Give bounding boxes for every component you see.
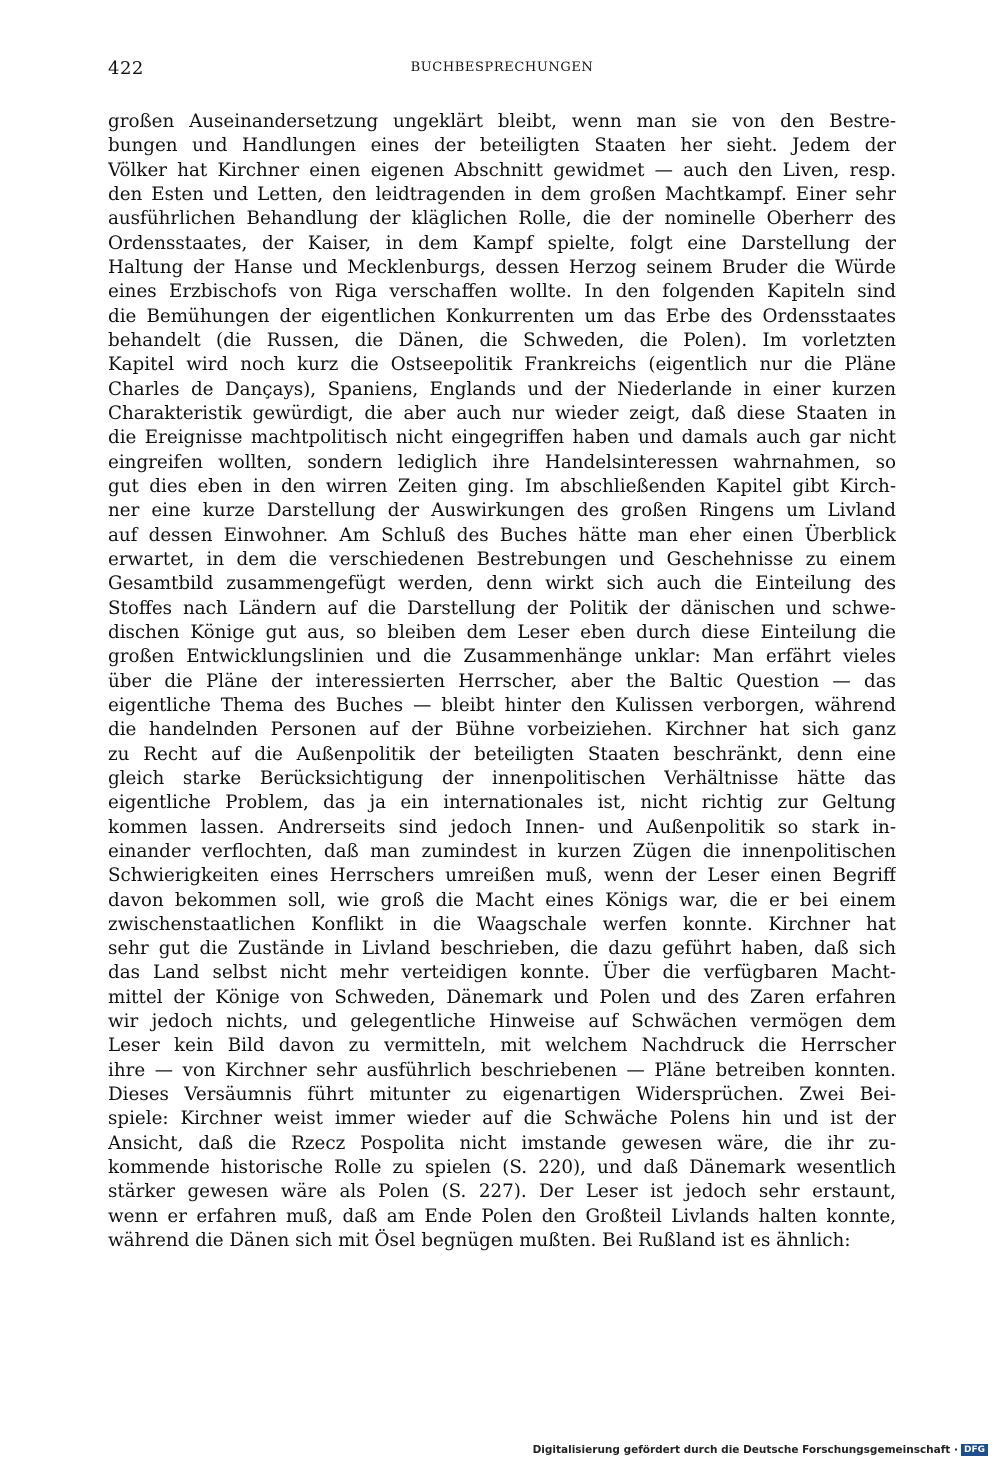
text-line: stärker gewesen wäre als Polen (S. 227). Der Leser ist jedoch sehr erstaunt,: [108, 1181, 896, 1203]
text-line: eigentliche Thema des Buches — bleibt hinter den Kulissen verborgen, während: [108, 694, 896, 716]
text-line: die Bemühungen der eigentlichen Konkurrenten um das Erbe des Ordensstaates: [108, 305, 896, 327]
text-line: behandelt (die Russen, die Dänen, die Schweden, die Polen). Im vorletzten: [108, 329, 896, 351]
text-line: über die Pläne der interessierten Herrscher, aber the Baltic Question — das: [108, 670, 896, 692]
text-line: eigentliche Problem, das ja ein internationales ist, nicht richtig zur Geltung: [108, 792, 896, 814]
footer-credit: Digitalisierung gefördert durch die Deutsche Forschungsgemeinschaft ·: [532, 1444, 958, 1456]
text-line: eingreifen wollten, sondern lediglich ihre Handelsinteressen wahrnahmen, so: [108, 451, 896, 473]
text-line: wir jedoch nichts, und gelegentliche Hinweise auf Schwächen vermögen dem: [108, 1011, 896, 1033]
text-line: eines Erzbischofs von Riga verschaffen wollte. In den folgenden Kapiteln sind: [108, 281, 896, 303]
text-line: Kapitel wird noch kurz die Ostseepolitik Frankreichs (eigentlich nur die Pläne: [108, 354, 896, 376]
running-head: BUCHBESPRECHUNGEN: [410, 60, 594, 75]
text-line: großen Auseinandersetzung ungeklärt bleibt, wenn man sie von den Bestre-: [108, 111, 896, 132]
text-line: Völker hat Kirchner einen eigenen Abschnitt gewidmet — auch den Liven, resp.: [108, 159, 896, 181]
text-line: davon bekommen soll, wie groß die Macht eines Königs war, die er bei einem: [108, 889, 896, 911]
text-line: gleich starke Berücksichtigung der innenpolitischen Verhältnisse hätte das: [108, 767, 896, 789]
page-header: [108, 58, 896, 84]
text-line: Ansicht, daß die Rzecz Pospolita nicht imstande gewesen wäre, die ihr zu-: [108, 1132, 896, 1154]
text-line: kommende historische Rolle zu spielen (S. 220), und daß Dänemark wesentlich: [108, 1157, 896, 1179]
text-line: sehr gut die Zustände in Livland beschrieben, die dazu geführt haben, daß sich: [108, 938, 896, 960]
text-line: Gesamtbild zusammengefügt werden, denn wirkt sich auch die Einteilung des: [108, 573, 896, 595]
text-line: Dieses Versäumnis führt mitunter zu eigenartigen Widersprüchen. Zwei Bei-: [108, 1084, 896, 1106]
text-line: Stoffes nach Ländern auf die Darstellung der Politik der dänischen und schwe-: [108, 597, 896, 619]
footer: [533, 1444, 988, 1456]
text-line: erwartet, in dem die verschiedenen Bestrebungen und Geschehnisse zu einem: [108, 548, 896, 570]
text-line: zwischenstaatlichen Konflikt in die Waagschale werfen konnte. Kirchner hat: [108, 913, 896, 935]
text-line: während die Dänen sich mit Ösel begnügen mußten. Bei Rußland ist es ähnlich:: [108, 1230, 851, 1252]
dfg-logo: DFG: [961, 1444, 988, 1456]
text-line: bungen und Handlungen eines der beteiligten Staaten her sieht. Jedem der: [108, 135, 896, 157]
text-line: Schwierigkeiten eines Herrschers umreißen muß, wenn der Leser einen Begriff: [108, 865, 896, 887]
text-line: großen Entwicklungslinien und die Zusammenhänge unklar: Man erfährt vieles: [108, 646, 896, 668]
text-line: das Land selbst nicht mehr verteidigen konnte. Über die verfügbaren Macht-: [108, 962, 896, 984]
text-line: kommen lassen. Andrerseits sind jedoch Innen- und Außenpolitik so stark in-: [108, 816, 896, 838]
text-line: Ordensstaates, der Kaiser, in dem Kampf spielte, folgt eine Darstellung der: [108, 232, 896, 254]
text-line: mittel der Könige von Schweden, Dänemark und Polen und des Zaren erfahren: [108, 986, 896, 1008]
text-line: die handelnden Personen auf der Bühne vorbeiziehen. Kirchner hat sich ganz: [108, 719, 896, 741]
text-line: den Esten und Letten, den leidtragenden in dem großen Machtkampf. Einer sehr: [108, 183, 896, 205]
text-line: gut dies eben in den wirren Zeiten ging. Im abschließenden Kapitel gibt Kirch-: [108, 475, 896, 497]
text-line: einander verflochten, daß man zumindest in kurzen Zügen die innenpolitischen: [108, 840, 896, 862]
text-line: die Ereignisse machtpolitisch nicht eingegriffen haben und damals auch gar nicht: [108, 427, 896, 449]
text-line: Charakteristik gewürdigt, die aber auch nur wieder zeigt, daß diese Staaten in: [108, 402, 896, 424]
text-line: Charles de Dançays), Spaniens, Englands und der Niederlande in einer kurzen: [108, 378, 896, 400]
text-line: Leser kein Bild davon zu vermitteln, mit welchem Nachdruck die Herrscher: [108, 1035, 896, 1057]
text-line: ausführlichen Behandlung der kläglichen Rolle, die der nominelle Oberherr des: [108, 208, 896, 230]
text-line: ner eine kurze Darstellung der Auswirkungen des großen Ringens um Livland: [108, 500, 896, 522]
page-number: 422: [108, 58, 144, 79]
text-line: zu Recht auf die Außenpolitik der beteiligten Staaten beschränkt, denn eine: [108, 743, 896, 765]
text-line: ihre — von Kirchner sehr ausführlich beschriebenen — Pläne betreiben konnten.: [108, 1059, 896, 1081]
body-text: [108, 110, 896, 1253]
text-line: Haltung der Hanse und Mecklenburgs, dessen Herzog seinem Bruder die Würde: [108, 256, 896, 278]
text-line: dischen Könige gut aus, so bleiben dem Leser eben durch diese Einteilung die: [108, 621, 896, 643]
text-line: auf dessen Einwohner. Am Schluß des Buches hätte man eher einen Überblick: [108, 524, 896, 546]
text-line: wenn er erfahren muß, daß am Ende Polen den Großteil Livlands halten konnte,: [108, 1205, 896, 1227]
text-line: spiele: Kirchner weist immer wieder auf die Schwäche Polens hin und ist der: [108, 1108, 896, 1130]
